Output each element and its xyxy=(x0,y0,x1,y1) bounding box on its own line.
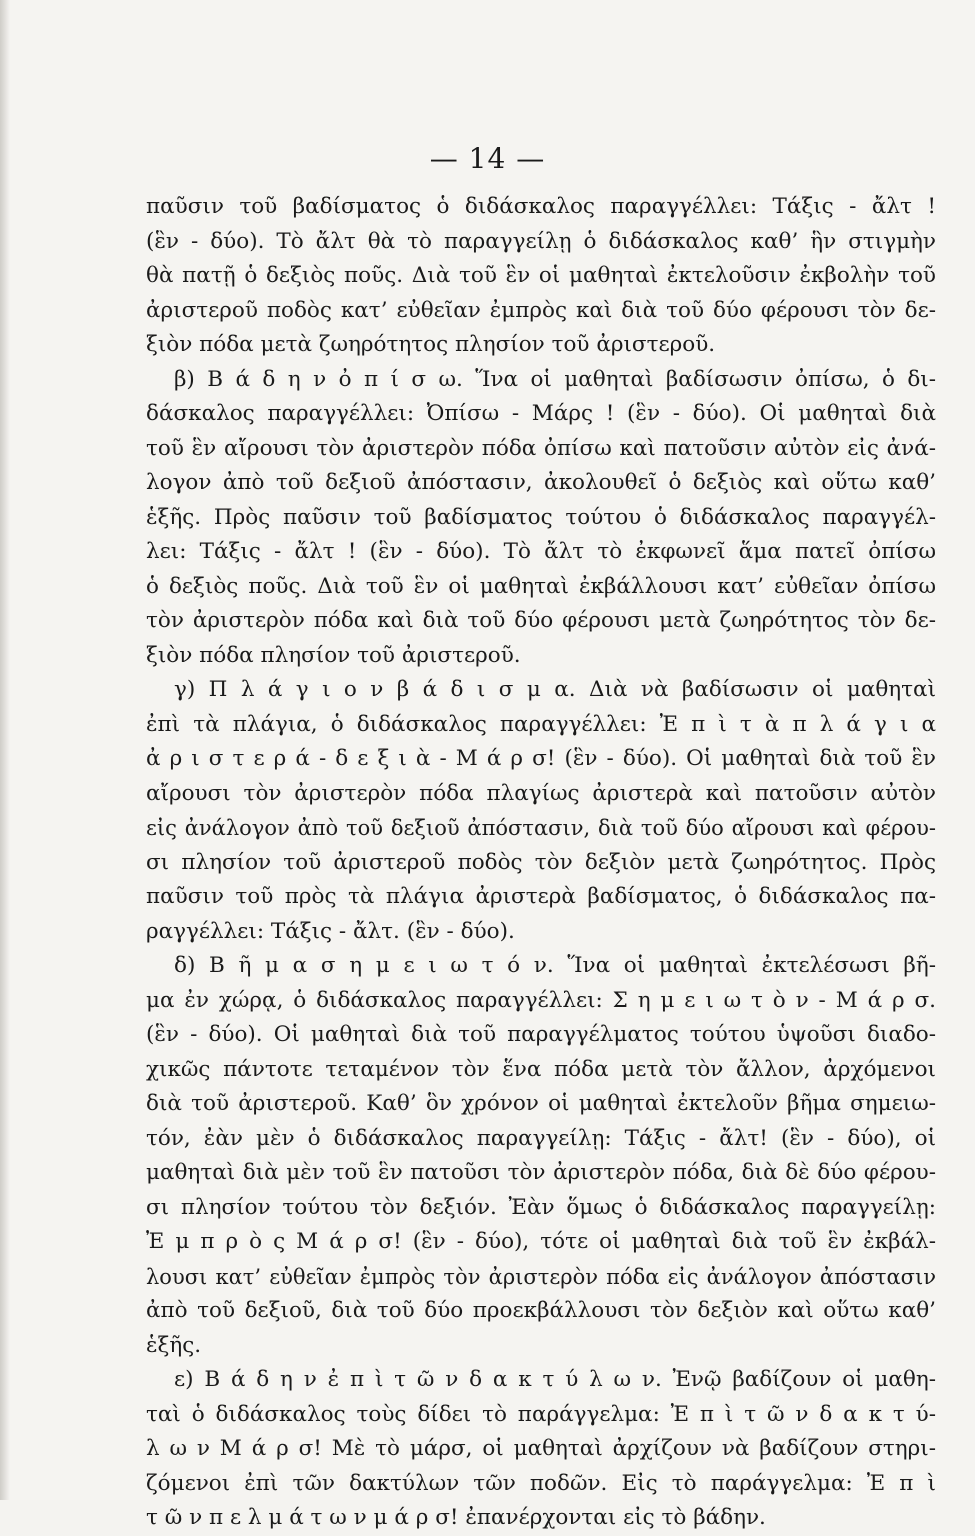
text-line: τ ῶ ν π ε λ μ ά τ ω ν μ ά ρ σ! ἐπανέρχονται εἰς τὸ βάδην. xyxy=(146,1505,766,1530)
text-line: (ἓν - δύο). Τὸ ἄλτ θὰ τὸ παραγγείλῃ ὁ διδάσκαλος καθ’ ἣν στιγμὴν xyxy=(146,228,936,254)
text-line: μαθηταὶ διὰ μὲν τοῦ ἓν πατοῦσι τὸν ἀριστερὸν πόδα, διὰ δὲ δύο φέρου- xyxy=(146,1160,936,1185)
text-line: σι πλησίον τούτου τὸν δεξιόν. Ἐὰν ὅμως ὁ διδάσκαλος παραγγείλῃ: xyxy=(146,1194,936,1220)
text-line: λουσι κατ’ εὐθεῖαν ἐμπρὸς τὸν ἀριστερὸν πόδα εἰς ἀνάλογον ἀπόστασιν xyxy=(146,1264,936,1289)
text-line: λογον ἀπὸ τοῦ δεξιοῦ ἀπόστασιν, ἀκολουθεῖ ὁ δεξιὸς καὶ οὕτω καθ’ xyxy=(146,470,936,495)
text-line: τόν, ἐὰν μὲν ὁ διδάσκαλος παραγγείλῃ: Τάξις - ἄλτ! (ἓν - δύο), οἱ xyxy=(146,1125,936,1151)
text-line: λ ω ν Μ ά ρ σ! Μὲ τὸ μάρσ, οἱ μαθηταὶ ἀρχίζουν νὰ βαδίζουν στηρι- xyxy=(146,1436,936,1461)
text-line: ε) Β ά δ η ν ἐ π ὶ τ ῶ ν δ α κ τ ύ λ ω ν. Ἐνῷ βαδίζουν οἱ μαθη- xyxy=(174,1367,936,1392)
body-text xyxy=(146,190,936,1536)
text-line: β) Β ά δ η ν ὀ π ί σ ω. Ἵνα οἱ μαθηταὶ βαδίσωσιν ὀπίσω, ὁ δι- xyxy=(174,366,936,392)
text-line: δ) Β ῆ μ α σ η μ ε ι ω τ ό ν. Ἵνα οἱ μαθηταὶ ἐκτελέσωσι βῆ- xyxy=(174,953,936,978)
text-line: διὰ τοῦ ἀριστεροῦ. Καθ’ ὃν χρόνον οἱ μαθηταὶ ἐκτελοῦν βῆμα σημειω- xyxy=(146,1091,936,1116)
page-number: — 14 — xyxy=(429,142,546,175)
text-line: αἴρουσι τὸν ἀριστερὸν πόδα πλαγίως ἀριστερὰ καὶ πατοῦσιν αὐτὸν xyxy=(146,780,936,806)
text-line: (ἓν - δύο). Οἱ μαθηταὶ διὰ τοῦ παραγγέλματος τούτου ὑψοῦσι διαδο- xyxy=(146,1022,936,1047)
text-line: Ἐ μ π ρ ὸ ς Μ ά ρ σ! (ἓν - δύο), τότε οἱ μαθηταὶ διὰ τοῦ ἓν ἐκβάλ- xyxy=(146,1229,936,1254)
text-line: ἑξῆς. xyxy=(146,1332,202,1358)
text-line: παῦσιν τοῦ πρὸς τὰ πλάγια ἀριστερὰ βαδίσματος, ὁ διδάσκαλος πα- xyxy=(146,884,936,909)
text-line: ταὶ ὁ διδάσκαλος τοὺς δίδει τὸ παράγγελμα: Ἐ π ὶ τ ῶ ν δ α κ τ ύ- xyxy=(146,1401,936,1427)
page-edge-shadow xyxy=(0,0,10,1500)
text-line: ξιὸν πόδα πλησίον τοῦ ἀριστεροῦ. xyxy=(146,642,521,668)
text-line: γ) Π λ ά γ ι ο ν β ά δ ι σ μ α. Διὰ νὰ βαδίσωσιν οἱ μαθηταὶ xyxy=(174,677,936,702)
text-line: χικῶς πάντοτε τεταμένον τὸν ἕνα πόδα μετὰ τὸν ἄλλον, ἀρχόμενοι xyxy=(146,1056,936,1082)
text-line: λει: Τάξις - ἄλτ ! (ἓν - δύο). Τὸ ἄλτ τὸ ἐκφωνεῖ ἅμα πατεῖ ὀπίσω xyxy=(146,539,936,564)
text-line: ἀ ρ ι σ τ ε ρ ά - δ ε ξ ι ὰ - Μ ά ρ σ! (ἓν - δύο). Οἱ μαθηταὶ διὰ τοῦ ἓν xyxy=(146,746,936,771)
text-line: σι πλησίον τοῦ ἀριστεροῦ ποδὸς τὸν δεξιὸν μετὰ ζωηρότητος. Πρὸς xyxy=(146,849,936,875)
text-line: μα ἐν χώρᾳ, ὁ διδάσκαλος παραγγέλλει: Σ η μ ε ι ω τ ὸ ν - Μ ά ρ σ. xyxy=(146,987,936,1013)
text-line: ἀριστεροῦ ποδὸς κατ’ εὐθεῖαν ἐμπρὸς καὶ διὰ τοῦ δύο φέρουσι τὸν δε- xyxy=(146,297,936,323)
text-line: ἑξῆς. Πρὸς παῦσιν τοῦ βαδίσματος τούτου ὁ διδάσκαλος παραγγέλ- xyxy=(146,504,936,530)
text-line: ραγγέλλει: Τάξις - ἄλτ. (ἓν - δύο). xyxy=(146,918,515,944)
text-line: ἐπὶ τὰ πλάγια, ὁ διδάσκαλος παραγγέλλει: Ἐ π ὶ τ ὰ π λ ά γ ι α xyxy=(146,711,936,737)
text-line: παῦσιν τοῦ βαδίσματος ὁ διδάσκαλος παραγγέλλει: Τάξις - ἄλτ ! xyxy=(146,194,936,219)
text-line: ὁ δεξιὸς ποῦς. Διὰ τοῦ ἓν οἱ μαθηταὶ ἐκβάλλουσι κατ’ εὐθεῖαν ὀπίσω xyxy=(146,573,936,599)
text-line: εἰς ἀνάλογον ἀπὸ τοῦ δεξιοῦ ἀπόστασιν, διὰ τοῦ δύο αἴρουσι καὶ φέρου- xyxy=(146,816,936,840)
text-line: ξιὸν πόδα μετὰ ζωηρότητος πλησίον τοῦ ἀριστεροῦ. xyxy=(146,332,716,357)
text-line: τοῦ ἓν αἴρουσι τὸν ἀριστερὸν πόδα ὀπίσω καὶ πατοῦσιν αὐτὸν εἰς ἀνά- xyxy=(146,435,936,461)
text-line: δάσκαλος παραγγέλλει: Ὀπίσω - Μάρς ! (ἓν - δύο). Οἱ μαθηταὶ διὰ xyxy=(146,401,936,426)
text-line: θὰ πατῇ ὁ δεξιὸς ποῦς. Διὰ τοῦ ἓν οἱ μαθηταὶ ἐκτελοῦσιν ἐκβολὴν τοῦ xyxy=(146,263,936,288)
text-line: ἀπὸ τοῦ δεξιοῦ, διὰ τοῦ δύο προεκβάλλουσι τὸν δεξιὸν καὶ οὕτω καθ’ xyxy=(146,1298,936,1323)
text-line: ζόμενοι ἐπὶ τῶν δακτύλων τῶν ποδῶν. Εἰς τὸ παράγγελμα: Ἐ π ὶ xyxy=(146,1470,936,1496)
text-line: τὸν ἀριστερὸν πόδα καὶ διὰ τοῦ δύο φέρουσι μετὰ ζωηρότητος τὸν δε- xyxy=(146,608,936,633)
